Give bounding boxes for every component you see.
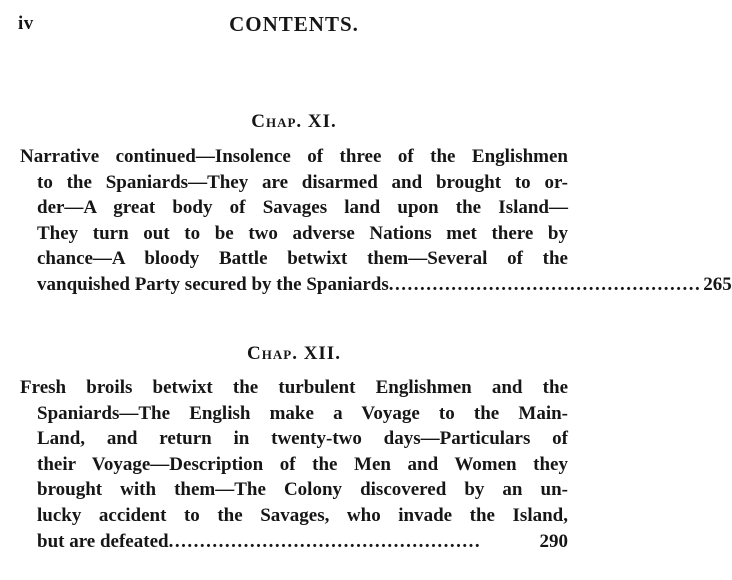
dot-leader: .................................................. xyxy=(168,530,482,552)
dot-leader: .................................................. xyxy=(388,273,702,295)
summary-last-line xyxy=(20,272,732,298)
summary-line: Spaniards—The English make a Voyage to the Main- xyxy=(37,402,568,424)
page-reference[interactable]: 265 xyxy=(703,273,732,295)
summary-last-line xyxy=(20,529,568,555)
summary-line: der—A great body of Savages land upon the Island— xyxy=(37,197,568,219)
summary-line: but are defeated xyxy=(37,530,169,552)
chapter-heading: Chap. XI. xyxy=(251,111,337,132)
chapter-heading: Chap. XII. xyxy=(247,343,341,364)
summary-line: Land, and return in twenty-two days—Particulars of xyxy=(37,428,568,450)
summary-line: to the Spaniards—They are disarmed and brought to or- xyxy=(37,171,568,193)
page-reference[interactable]: 290 xyxy=(539,530,568,552)
summary-line: They turn out to be two adverse Nations met there by xyxy=(37,222,568,244)
summary-line: Fresh broils betwixt the turbulent Englishmen and the xyxy=(20,377,568,398)
summary-line: chance—A bloody Battle betwixt them—Several of the xyxy=(37,248,568,270)
running-title: CONTENTS. xyxy=(229,12,359,36)
chapter-summary xyxy=(20,375,568,554)
summary-line: lucky accident to the Savages, who invade the Island, xyxy=(37,504,568,526)
page-number: iv xyxy=(18,13,34,34)
summary-line: vanquished Party secured by the Spaniards xyxy=(37,273,389,295)
chapter-summary xyxy=(20,144,732,298)
summary-line: their Voyage—Description of the Men and Women they xyxy=(37,453,568,475)
summary-line: brought with them—The Colony discovered by an un- xyxy=(37,479,568,501)
summary-line: Narrative continued—Insolence of three of the Englishmen xyxy=(20,146,568,167)
